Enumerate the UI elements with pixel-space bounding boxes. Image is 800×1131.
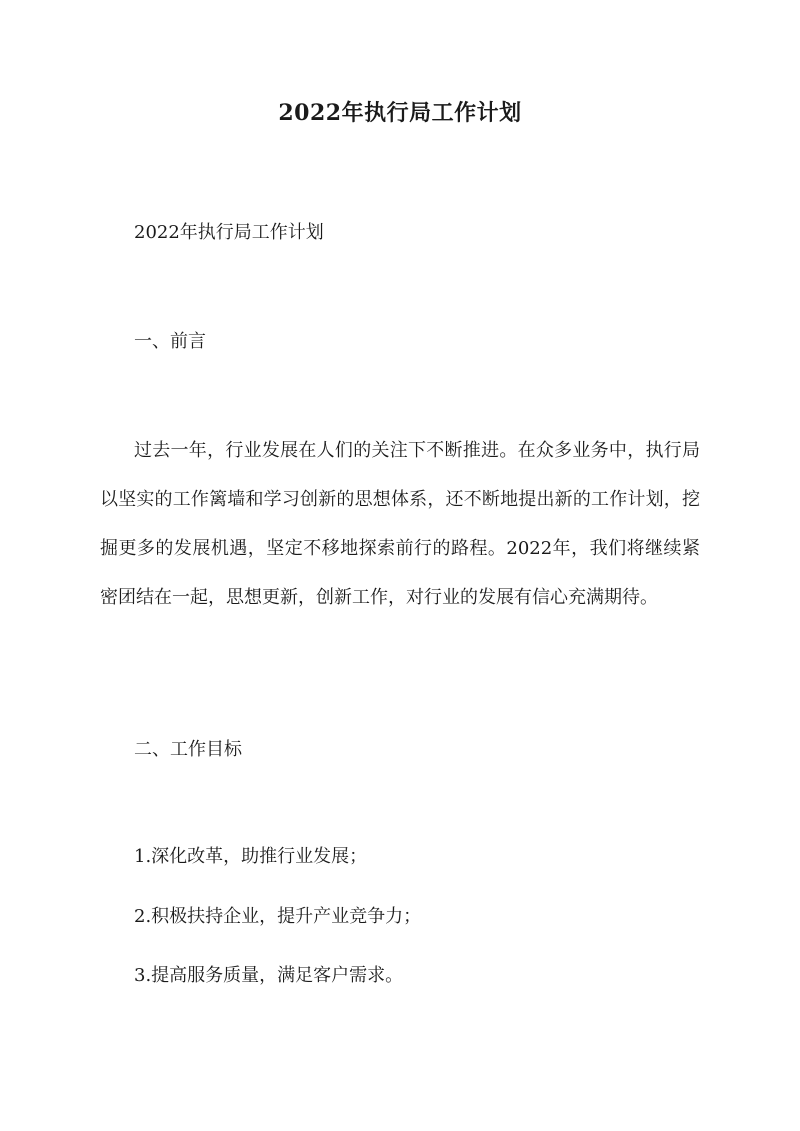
goal-item-3: 3.提高服务质量，满足客户需求。 — [134, 965, 404, 986]
document-title: 2022年执行局工作计划 — [278, 100, 522, 126]
document-subtitle: 2022年执行局工作计划 — [134, 222, 324, 243]
section-heading-goals: 二、工作目标 — [134, 739, 242, 760]
goal-item-2: 2.积极扶持企业，提升产业竞争力； — [134, 906, 422, 927]
section-heading-preface: 一、前言 — [134, 331, 206, 352]
preface-paragraph: 过去一年，行业发展在人们的关注下不断推进。在众多业务中，执行局以坚实的工作篱墙和学习创新的思想体系，还不断地提出新的工作计划，挖掘更多的发展机遇，坚定不移地探索前行的路程。2022年，我们将继续紧密团结在一起，思想更新，创新工作，对行业的发展有信心充满期待。 — [100, 440, 700, 608]
goal-item-1: 1.深化改革，助推行业发展； — [134, 846, 368, 867]
